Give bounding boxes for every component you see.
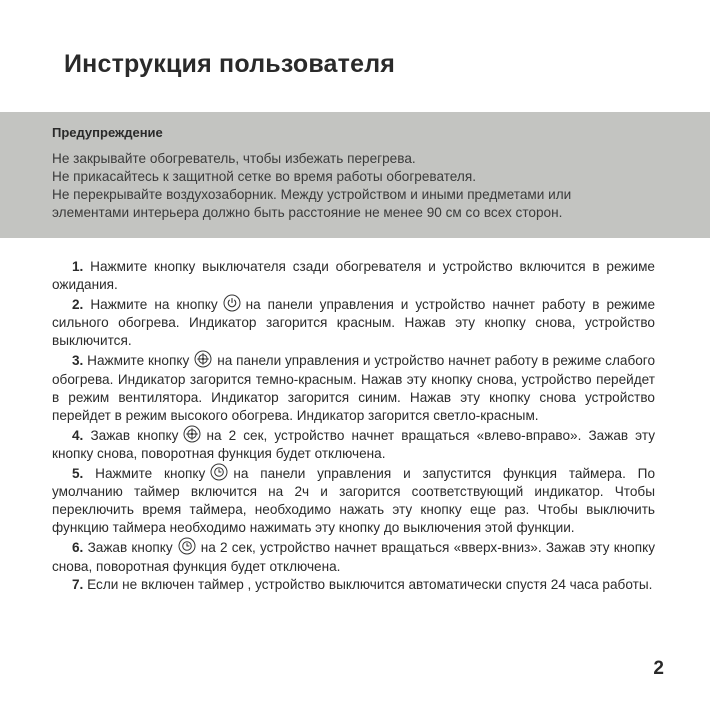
instruction-step bbox=[52, 294, 655, 350]
step-text: Зажав кнопку bbox=[90, 427, 179, 443]
warning-line: Не прикасайтесь к защитной сетке во время работы обогревателя. bbox=[52, 169, 476, 184]
power-icon bbox=[223, 294, 241, 312]
step-text: Нажмите кнопку bbox=[87, 353, 190, 369]
warning-heading: Предупреждение bbox=[52, 125, 163, 140]
step-number: 4. bbox=[72, 427, 84, 443]
step-text-continued: на панели управления и устройство начнет работу в режиме сильного обогрева. Индикатор загорится красным. Нажав эту кнопку снова, устройство выключится. bbox=[52, 297, 656, 349]
warning-line: Не перекрывайте воздухозаборник. Между устройством и иными предметами или bbox=[52, 187, 572, 202]
timer-icon bbox=[210, 463, 228, 481]
instruction-step bbox=[52, 425, 655, 463]
warning-line: Не закрывайте обогреватель, чтобы избежать перегрева. bbox=[52, 151, 416, 166]
instruction-step bbox=[52, 463, 655, 537]
step-number: 5. bbox=[72, 466, 84, 482]
warning-lines bbox=[52, 150, 692, 222]
step-text-continued: на 2 сек, устройство начнет вращаться «вверх-вниз». Зажав эту кнопку снова, поворотная функция будет отключена. bbox=[52, 540, 655, 574]
step-number: 7. bbox=[72, 576, 84, 592]
step-number: 2. bbox=[72, 297, 84, 313]
warning-box bbox=[0, 112, 710, 238]
step-number: 3. bbox=[72, 353, 84, 369]
step-text: Нажмите кнопку bbox=[95, 466, 206, 482]
step-text: Зажав кнопку bbox=[87, 540, 173, 556]
page-title: Инструкция пользователя bbox=[64, 50, 396, 78]
instruction-step bbox=[52, 576, 655, 594]
page-number: 2 bbox=[653, 658, 664, 679]
step-number: 1. bbox=[72, 259, 84, 274]
step-text: Если не включен таймер , устройство выключится автоматически спустя 24 часа работы. bbox=[87, 576, 653, 592]
timer-icon bbox=[178, 537, 196, 555]
instruction-step bbox=[52, 350, 655, 424]
step-text: Нажмите на кнопку bbox=[90, 297, 218, 313]
instruction-step bbox=[52, 258, 655, 294]
step-text-continued: на панели управления и запустится функция таймера. По умолчанию таймер включится на 2ч и загорится соответствующий индикатор. Чтобы переключить время таймера, необходимо нажать эту кнопку еще раз. Чтобы выключить функцию таймера необходимо нажимать эту кнопку до выключения этой функции. bbox=[52, 466, 655, 536]
step-text-continued: на 2 сек, устройство начнет вращаться «влево-вправо». Зажав эту кнопку снова, поворотная функция будет отключена. bbox=[52, 427, 655, 461]
instruction-step bbox=[52, 537, 655, 575]
step-text-continued: на панели управления и устройство начнет работу в режиме слабого обогрева. Индикатор загорится темно-красным. Нажав эту кнопку снова, устройство перейдет в режим вентилятора. Индикатор загорится синим. Нажав эту кнопку снова устройство перейдет в режим высокого обогрева. Индикатор загорится светло-красным. bbox=[52, 353, 656, 423]
instruction-steps bbox=[52, 258, 655, 594]
mode-icon bbox=[194, 350, 212, 368]
step-text: Нажмите кнопку выключателя сзади обогревателя и устройство включится в режиме ожидания. bbox=[52, 259, 655, 293]
warning-line: элементами интерьера должно быть расстояние не менее 90 см со всех сторон. bbox=[52, 205, 563, 220]
step-number: 6. bbox=[72, 540, 84, 556]
mode-icon bbox=[183, 425, 201, 443]
